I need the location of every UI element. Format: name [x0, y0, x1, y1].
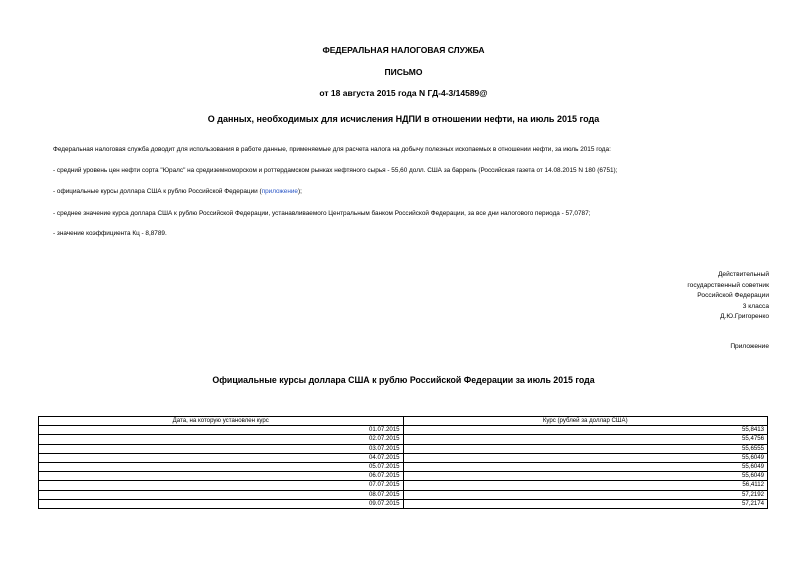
list-item-coefficient: - значение коэффициента Кц - 8,8789.: [53, 230, 167, 237]
exchange-rate-table: [38, 416, 768, 509]
document-subject: О данных, необходимых для исчисления НДПИ в отношении нефти, на июль 2015 года: [207, 114, 600, 124]
table-row: [39, 472, 768, 481]
date-cell: 03.07.2015: [39, 444, 404, 453]
table-row: [39, 462, 768, 471]
signature-line: Российской Федерации: [697, 292, 769, 300]
list-item-oil-price: - средний уровень цен нефти сорта "Юралс" на средиземноморском и роттердамском рынках нефтяного сырья - 55,60 долл. США за баррель (Российская газета от 14.08.2015 N 180 (6751);: [53, 167, 618, 174]
date-cell: 01.07.2015: [39, 426, 404, 435]
column-header-date: Дата, на которую установлен курс: [39, 417, 404, 426]
item-text: - официальные курсы доллара США к рублю Российской Федерации (: [53, 188, 262, 195]
item-text: );: [297, 188, 302, 195]
table-row: [39, 481, 768, 490]
signatory-name: Д.Ю.Григоренко: [720, 313, 769, 321]
rate-cell: 55,6555: [403, 444, 768, 453]
rate-cell: 55,6049: [403, 472, 768, 481]
intro-paragraph: Федеральная налоговая служба доводит для использования в работе данные, применяемые для расчета налога на добычу полезных ископаемых в отношении нефти, за июль 2015 года:: [53, 146, 611, 153]
date-cell: 04.07.2015: [39, 453, 404, 462]
column-header-rate: Курс (рублей за доллар США): [403, 417, 768, 426]
agency-title: ФЕДЕРАЛЬНАЯ НАЛОГОВАЯ СЛУЖБА: [322, 45, 485, 55]
date-cell: 08.07.2015: [39, 490, 404, 499]
rate-cell: 55,4756: [403, 435, 768, 444]
rate-cell: 55,8413: [403, 426, 768, 435]
table-header-row: [39, 417, 768, 426]
document-type: ПИСЬМО: [384, 67, 423, 77]
appendix-title: Официальные курсы доллара США к рублю Российской Федерации за июль 2015 года: [212, 375, 595, 385]
document-reference: от 18 августа 2015 года N ГД-4-3/14589@: [319, 88, 488, 98]
rate-cell: 55,6049: [403, 453, 768, 462]
appendix-label: Приложение: [730, 343, 769, 350]
rate-cell: 55,6049: [403, 462, 768, 471]
signature-line: Действительный: [717, 271, 769, 278]
signature-block: [687, 270, 769, 323]
table-row: [39, 499, 768, 508]
table-row: [39, 453, 768, 462]
table-row: [39, 490, 768, 499]
date-cell: 07.07.2015: [39, 481, 404, 490]
table-row: [39, 435, 768, 444]
list-item-exchange-rates: [53, 188, 302, 195]
signature-line: 3 класса: [742, 302, 769, 310]
date-cell: 09.07.2015: [39, 499, 404, 508]
date-cell: 02.07.2015: [39, 435, 404, 444]
rate-cell: 57,2174: [403, 499, 768, 508]
table-row: [39, 444, 768, 453]
date-cell: 05.07.2015: [39, 462, 404, 471]
signature-line: государственный советник: [687, 281, 769, 289]
table-row: [39, 426, 768, 435]
rate-cell: 56,4112: [403, 481, 768, 490]
list-item-average-rate: - среднее значение курса доллара США к рублю Российской Федерации, устанавливаемого Центральным банком Российской Федерации, за все дни налогового периода - 57,0787;: [53, 210, 591, 217]
rate-cell: 57,2192: [403, 490, 768, 499]
appendix-link[interactable]: приложение: [261, 188, 298, 195]
date-cell: 06.07.2015: [39, 472, 404, 481]
